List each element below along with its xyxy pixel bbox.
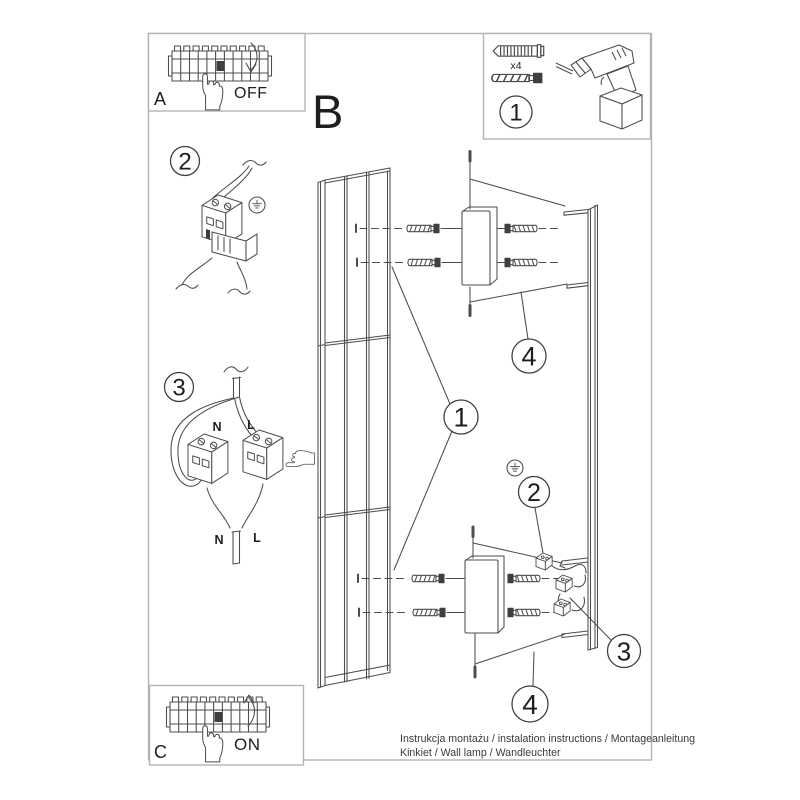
screw-icon xyxy=(408,258,440,266)
footer-line-1: Instrukcja montażu / instalation instructions / Montageanleitung xyxy=(400,733,696,745)
step-b-letter: B xyxy=(312,85,344,138)
screw-icon xyxy=(508,574,540,582)
label-live-top: L xyxy=(247,418,255,432)
main-assembly-diagram xyxy=(318,152,641,723)
detail-3-number: 3 xyxy=(172,374,186,402)
wire xyxy=(552,564,586,573)
mains-cable-top xyxy=(233,377,241,398)
screw-icon xyxy=(413,608,445,616)
callout-bracket-upper xyxy=(512,339,546,373)
screw-icon xyxy=(412,574,444,582)
screw-hole-marks xyxy=(356,225,359,617)
panel-breaker-off xyxy=(149,34,306,112)
wire xyxy=(182,258,212,285)
terminal-block-icon xyxy=(536,553,552,570)
label-neutral-bottom: N xyxy=(214,533,224,547)
callout-bracket-lower-number: 4 xyxy=(522,689,538,720)
anchor-count-label: x4 xyxy=(510,60,522,72)
step-c-letter: C xyxy=(154,742,167,762)
wall-plug-icon xyxy=(493,45,544,58)
wire-break-mark xyxy=(228,289,250,294)
label-live-bottom: L xyxy=(253,531,261,545)
mounting-bracket-upper xyxy=(462,207,497,285)
callout-earth-terminal-number: 2 xyxy=(527,479,541,507)
screw-icon xyxy=(492,73,542,82)
wire xyxy=(574,575,585,587)
wire xyxy=(207,488,230,528)
wire-break-mark xyxy=(176,285,198,289)
wire-break-mark xyxy=(224,367,248,372)
label-neutral-top: N xyxy=(212,420,222,434)
mounting-bracket-lower xyxy=(465,556,504,633)
wire xyxy=(242,484,263,528)
callout-lamp-number: 1 xyxy=(453,402,469,433)
panel-tools xyxy=(484,34,651,140)
terminal-block-icon xyxy=(556,575,572,592)
terminal-block-icon xyxy=(554,599,570,616)
screw-icon xyxy=(505,258,537,266)
callout-bracket-upper-number: 4 xyxy=(521,341,537,372)
step-a-letter: A xyxy=(154,89,167,109)
panel-breaker-on xyxy=(150,686,304,766)
wire xyxy=(237,262,247,289)
callout-bracket-lower xyxy=(512,686,548,722)
footer-line-2: Kinkiet / Wall lamp / Wandleuchter xyxy=(400,747,561,759)
lamp-panel xyxy=(318,168,390,688)
switch-off-label: OFF xyxy=(234,85,268,102)
terminal-block-icon xyxy=(243,430,283,479)
screw-icon xyxy=(407,224,439,232)
screw-icon xyxy=(508,608,540,616)
wire-break-mark xyxy=(243,161,266,166)
earth-symbol-icon xyxy=(507,460,523,476)
pointing-hand-icon xyxy=(286,451,315,467)
earth-symbol-icon xyxy=(249,197,265,213)
mains-cable-bottom xyxy=(232,531,241,564)
screw-icon xyxy=(505,224,537,232)
terminal-block-icon xyxy=(188,434,228,483)
callout-earth-terminal xyxy=(519,477,550,508)
detail-wiring-nl xyxy=(165,367,315,564)
wire xyxy=(572,597,584,611)
callout-leaders xyxy=(392,267,612,686)
page-border xyxy=(149,34,652,761)
callout-lamp xyxy=(444,400,478,434)
detail-2-number: 2 xyxy=(178,148,192,176)
callout-wire-terminals-number: 3 xyxy=(616,636,632,667)
callout-wire-terminals xyxy=(608,635,641,668)
mounting-screws-wall-upper xyxy=(497,224,562,266)
switch-on-label: ON xyxy=(234,735,261,754)
tools-step-number: 1 xyxy=(509,99,523,127)
detail-wiring-earth xyxy=(171,147,267,295)
